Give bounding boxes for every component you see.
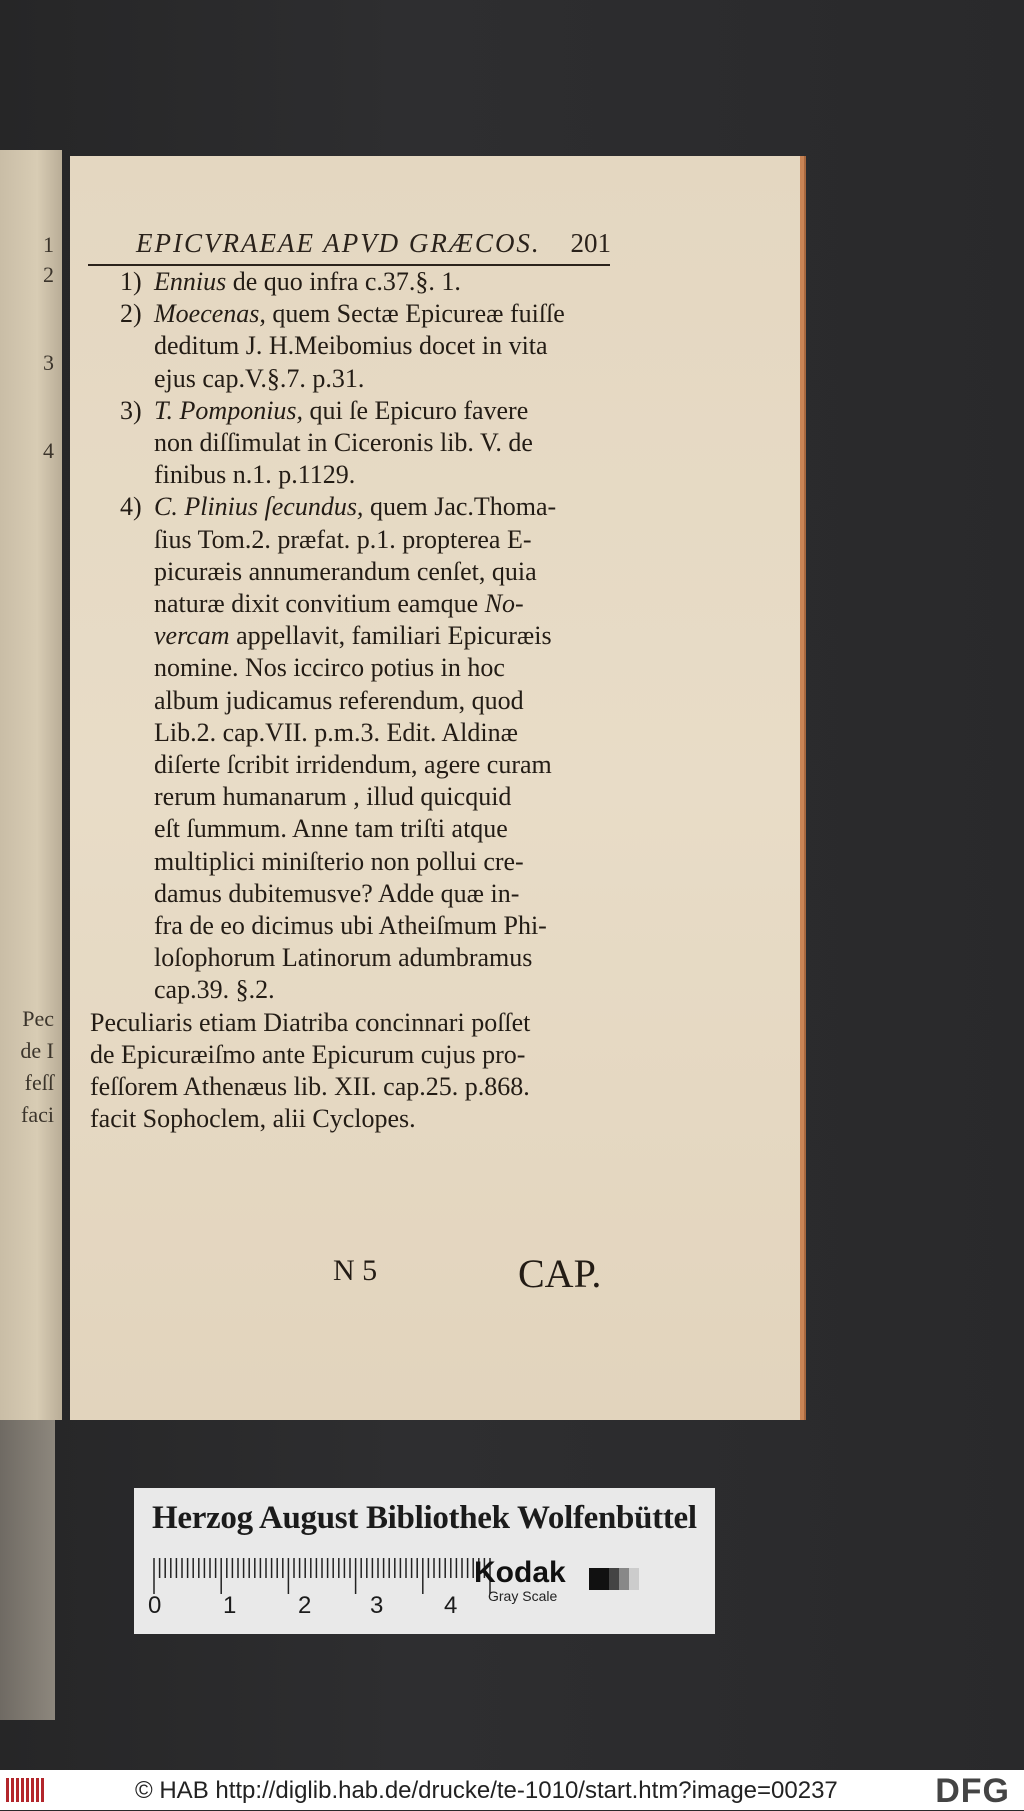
ruler-number: 0 [148,1592,162,1619]
running-head [136,228,611,259]
footnote-line [154,942,615,974]
text-run: deditum J. H.Meibomius docet in vita [154,331,548,361]
ruler-number: 1 [223,1592,237,1619]
paragraph [90,1007,615,1136]
footnotes [90,266,615,1007]
footnote [90,266,615,298]
footnote-line [154,363,615,395]
page-body [90,266,615,1135]
footnote-number: 2) [120,299,142,329]
italic-name: T. Pomponius, [154,395,304,425]
footnote-number: 3) [120,395,142,425]
italic-name: Moecenas, [154,299,266,329]
footnote-line [154,878,615,910]
source-credit: © HAB http://diglib.hab.de/drucke/te-1010/start.htm?image=00237 [135,1777,838,1804]
footnote-line [154,717,615,749]
ruler-number: 3 [370,1592,384,1619]
footnote-line [154,588,615,620]
italic-name: C. Plinius ſecundus, [154,492,364,522]
text-run: de quo infra c.37.§. 1. [226,267,461,296]
gray-scale-card [134,1488,715,1634]
left-fragment: feſſ [24,1070,54,1095]
paragraph-line: facit Sophoclem, alii Cyclopes. [90,1104,416,1134]
footnote-line [154,459,615,491]
text-run: quem Sectæ Epicureæ fuiſſe [265,299,565,329]
page-number: 201 [570,228,611,258]
left-fragment: 4 [43,438,54,463]
barcode-icon [6,1778,46,1802]
signature-mark: N 5 [333,1254,378,1287]
footnote [90,298,615,395]
footnote-line [154,846,615,878]
text-run: naturæ dixit convitium eamque [154,589,485,619]
text-run: nomine. Nos iccirco potius in hoc [154,653,505,683]
footnote-line [154,298,615,330]
footnote-line [154,813,615,845]
footnote-line [154,427,615,459]
previous-page-edge [0,150,62,1420]
footnote-line [154,910,615,942]
text-run: finibus n.1. p.1129. [154,460,356,490]
footnote-line [154,781,615,813]
italic-name: vercam [154,621,230,651]
text-run: damus dubitemusve? Adde quæ in- [154,878,520,908]
left-fragment: 2 [43,262,54,287]
left-fragment: 3 [43,350,54,375]
text-run: eſt ſummum. Anne tam triſti atque [154,814,508,844]
text-run: non diſſimulat in Ciceronis lib. V. de [154,428,533,458]
text-run: Lib.2. cap.VII. p.m.3. Edit. Aldinæ [154,717,518,747]
footnote-line [154,266,615,298]
left-fragment: de I [20,1038,54,1063]
text-run: cap.39. §.2. [154,975,275,1005]
gray-swatch [589,1568,639,1590]
text-run: loſophorum Latinorum adumbramus [154,943,533,973]
footnote-line [154,749,615,781]
footnote-line [154,974,615,1006]
text-run: album judicamus referendum, quod [154,685,524,715]
text-run: ejus cap.V.§.7. p.31. [154,363,365,393]
footnote-line [154,491,615,523]
footnote-line [154,652,615,684]
footnote-line [154,685,615,717]
paragraph-line: de Epicuræiſmo ante Epicurum cujus pro- [90,1039,526,1069]
text-run: rerum humanarum , illud quicquid [154,782,512,812]
italic-name: No- [484,589,524,619]
footnote [90,491,615,1006]
library-name: Herzog August Bibliothek Wolfenbüttel [152,1500,697,1536]
catchword: CAP. [518,1251,602,1296]
footer-bar [0,1770,1024,1810]
text-run: ſius Tom.2. præfat. p.1. propterea E- [154,524,532,554]
kodak-logo: Kodak [474,1556,566,1589]
paragraph-line: feſſorem Athenæus lib. XII. cap.25. p.868. [90,1072,530,1102]
footnote-line [154,524,615,556]
text-run: fra de eo dicimus ubi Atheiſmum Phi- [154,911,547,941]
text-run: diſerte ſcribit irridendum, agere curam [154,750,552,780]
footnote-line [154,330,615,362]
footnote-number: 1) [120,267,142,296]
footnote-line [154,620,615,652]
ruler-number: 2 [298,1592,312,1619]
paragraph-line: Peculiaris etiam Diatriba concinnari poſſet [90,1007,531,1037]
text-run: appellavit, familiari Epicuræis [229,621,552,651]
text-run: qui ſe Epicuro favere [303,395,529,425]
left-fragment: faci [21,1102,54,1127]
italic-name: Ennius [154,267,227,296]
footnote-number: 4) [120,492,142,522]
footnote-line [154,556,615,588]
text-run: multiplici miniſterio non pollui cre- [154,846,524,876]
book-spine [0,1420,55,1720]
left-fragment: Pec [22,1006,54,1031]
footnote-line [154,395,615,427]
text-run: quem Jac.Thoma- [363,492,557,522]
left-fragment: 1 [43,232,54,257]
running-head-title: EPICVRAEAE APVD GRÆCOS. [136,228,541,258]
gray-scale-label: Gray Scale [488,1588,558,1604]
dfg-logo: DFG [935,1772,1010,1810]
ruler-number: 4 [444,1592,458,1619]
text-run: picuræis annumerandum cenſet, quia [154,556,537,586]
footnote [90,395,615,492]
